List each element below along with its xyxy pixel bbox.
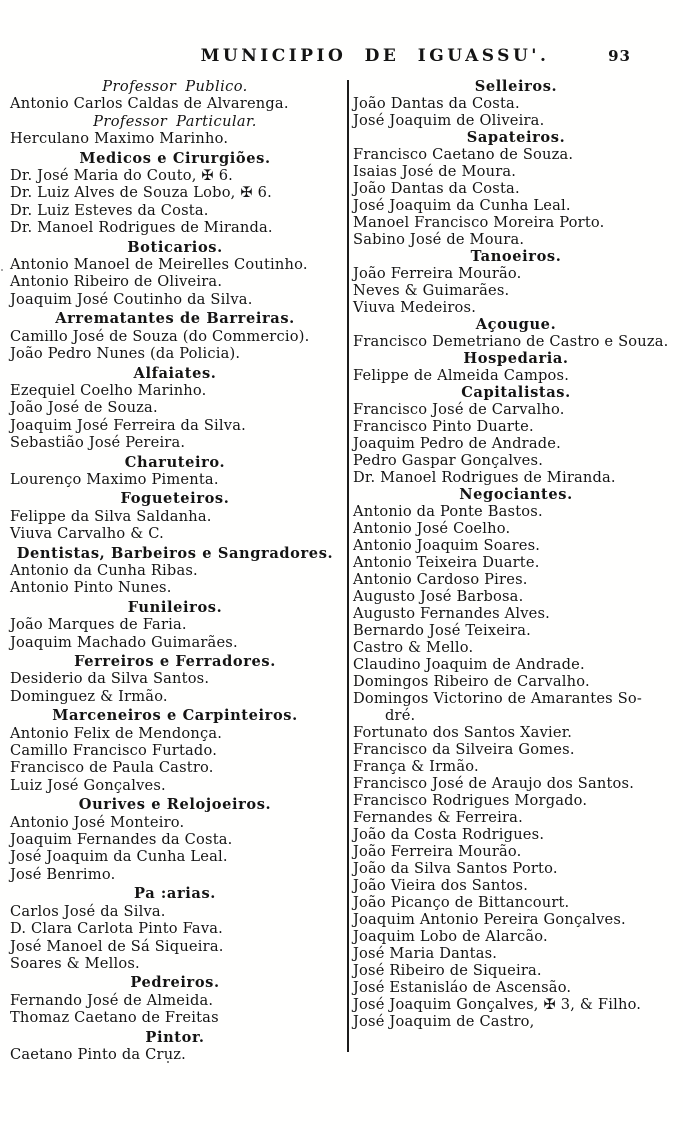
directory-entry: Bernardo José Teixeira. — [353, 622, 531, 639]
section-heading: Sapateiros. — [466, 129, 566, 146]
directory-entry: Pedro Gaspar Gonçalves. — [353, 452, 544, 469]
section-heading: Negociantes. — [459, 486, 573, 503]
directory-entry: Castro & Mello. — [353, 639, 474, 656]
directory-entry: Augusto José Barbosa. — [353, 588, 524, 605]
section-heading: Açougue. — [475, 316, 557, 333]
directory-entry: Fernandes & Ferreira. — [353, 809, 523, 826]
directory-entry: Dr. Luiz Esteves da Costa. — [10, 201, 209, 219]
directory-entry: Neves & Guimarães. — [353, 282, 510, 299]
directory-entry: Antonio da Ponte Bastos. — [353, 503, 543, 520]
directory-entry: D. Clara Carlota Pinto Fava. — [10, 920, 224, 938]
directory-entry: José Benrimo. — [10, 865, 116, 883]
section-heading: Boticarios. — [127, 238, 223, 256]
directory-entry: José Joaquim de Castro, — [353, 1013, 535, 1030]
directory-entry: Joaquim Lobo de Alarcão. — [353, 928, 548, 945]
section-heading: Dentistas, Barbeiros e Sangradores. — [16, 544, 334, 562]
section-heading: Professor Particular. — [93, 112, 257, 130]
section-heading: Medicos e Cirurgiões. — [79, 149, 271, 167]
section-heading: Alfaiates. — [133, 364, 217, 382]
directory-entry: João Picanço de Bittancourt. — [353, 894, 570, 911]
directory-entry: Viuva Medeiros. — [353, 299, 477, 316]
directory-entry: Carlos José da Silva. — [10, 902, 166, 920]
directory-entry: Thomaz Caetano de Freitas — [10, 1009, 219, 1027]
directory-entry: Antonio da Cunha Ribas. — [10, 561, 198, 579]
directory-entry: França & Irmão. — [353, 758, 479, 775]
directory-entry: João Marques de Faria. — [10, 616, 187, 634]
directory-entry: João Vieira dos Santos. — [353, 877, 529, 894]
directory-entry: Francisco José de Carvalho. — [353, 401, 565, 418]
section-heading: Arrematantes de Barreiras. — [55, 310, 295, 328]
directory-entry: Herculano Maximo Marinho. — [10, 130, 229, 148]
directory-entry: João Ferreira Mourão. — [353, 265, 522, 282]
page-number: 93 — [608, 47, 631, 65]
directory-entry: Francisco de Paula Castro. — [10, 759, 214, 777]
directory-entry: Sebastião José Pereira. — [10, 434, 186, 452]
directory-entry: Joaquim Fernandes da Costa. — [10, 831, 233, 849]
directory-entry: Soares & Mellos. — [10, 954, 140, 972]
page-header — [0, 46, 683, 72]
directory-entry: José Maria Dantas. — [353, 945, 498, 962]
directory-entry: Lourenço Maximo Pimenta. — [10, 470, 219, 488]
left-column — [10, 78, 340, 1063]
directory-entry: Francisco Rodrigues Morgado. — [353, 792, 588, 809]
directory-entry: João Dantas da Costa. — [353, 180, 520, 197]
directory-entry: Manoel Francisco Moreira Porto. — [353, 214, 605, 231]
directory-entry: Felippe de Almeida Campos. — [353, 367, 570, 384]
directory-entry: Camillo José de Souza (do Commercio). — [10, 327, 310, 345]
directory-entry: Caetano Pinto da Cruz. — [10, 1045, 187, 1063]
directory-entry: Dr. Luiz Alves de Souza Lobo, ✠ 6. — [10, 184, 272, 202]
section-heading: Ourives e Relojoeiros. — [78, 796, 272, 814]
section-heading: Professor Publico. — [102, 78, 248, 95]
section-heading: Capitalistas. — [461, 384, 571, 401]
directory-entry: Francisco Demetriano de Castro e Souza. — [353, 333, 669, 350]
page-title: MUNICIPIO DE IGUASSU'. — [200, 46, 550, 66]
directory-entry: Antonio Cardoso Pires. — [353, 571, 528, 588]
section-heading: Marceneiros e Carpinteiros. — [52, 707, 298, 725]
directory-entry: Domingos Ribeiro de Carvalho. — [353, 673, 590, 690]
directory-entry: Fortunato dos Santos Xavier. — [353, 724, 573, 741]
directory-entry: João José de Souza. — [10, 399, 158, 417]
section-heading: Pintor. — [145, 1028, 205, 1046]
directory-entry: José Joaquim da Cunha Leal. — [10, 848, 228, 866]
section-heading: Ferreiros e Ferradores. — [74, 653, 276, 670]
directory-entry: Francisco Caetano de Souza. — [353, 146, 574, 163]
directory-entry: Antonio José Coelho. — [353, 520, 511, 537]
section-heading: Charuteiro. — [124, 453, 226, 471]
directory-entry: Francisco Pinto Duarte. — [353, 418, 534, 435]
directory-entry: José Joaquim Gonçalves, ✠ 3, & Filho. — [353, 996, 642, 1013]
right-column — [353, 78, 679, 1030]
directory-entry: Antonio José Monteiro. — [10, 813, 185, 831]
directory-entry: Dr. Manoel Rodrigues de Miranda. — [10, 219, 273, 237]
directory-entry: José Joaquim de Oliveira. — [353, 112, 545, 129]
directory-entry: Viuva Carvalho & C. — [10, 525, 164, 543]
directory-entry: Antonio Ribeiro de Oliveira. — [10, 273, 223, 291]
directory-entry: Antonio Manoel de Meirelles Coutinho. — [10, 256, 308, 274]
directory-entry: João Pedro Nunes (da Policia). — [10, 345, 241, 363]
directory-entry: Dominguez & Irmão. — [10, 687, 168, 705]
directory-entry: Antonio Felix de Mendonça. — [10, 724, 223, 742]
directory-entry: João Ferreira Mourão. — [353, 843, 522, 860]
section-heading: Pedreiros. — [130, 974, 220, 992]
directory-entry: João da Silva Santos Porto. — [353, 860, 558, 877]
directory-entry: Joaquim Pedro de Andrade. — [353, 435, 561, 452]
directory-entry: José Ribeiro de Siqueira. — [353, 962, 542, 979]
directory-entry: Luiz José Gonçalves. — [10, 776, 166, 794]
directory-entry: José Manoel de Sá Siqueira. — [10, 937, 224, 955]
directory-entry: dré. — [385, 707, 416, 724]
column-divider-rule — [347, 80, 349, 1052]
directory-entry: José Estanisláo de Ascensão. — [353, 979, 572, 996]
directory-entry: Felippe da Silva Saldanha. — [10, 507, 212, 525]
directory-entry: Joaquim Machado Guimarães. — [10, 633, 238, 651]
directory-entry: Fernando José de Almeida. — [10, 991, 214, 1009]
directory-entry: Antonio Teixeira Duarte. — [353, 554, 540, 571]
directory-entry: João da Costa Rodrigues. — [353, 826, 545, 843]
section-heading: Fogueteiros. — [120, 490, 230, 508]
directory-entry: Antonio Joaquim Soares. — [353, 537, 541, 554]
directory-entry: Camillo Francisco Furtado. — [10, 742, 218, 760]
section-heading: Funileiros. — [127, 598, 223, 616]
directory-entry: Antonio Carlos Caldas de Alvarenga. — [10, 95, 289, 113]
directory-entry: Isaias José de Moura. — [353, 163, 517, 180]
directory-entry: Francisco da Silveira Gomes. — [353, 741, 575, 758]
directory-entry: Claudino Joaquim de Andrade. — [353, 656, 585, 673]
directory-entry: Ezequiel Coelho Marinho. — [10, 381, 207, 399]
directory-entry: Antonio Pinto Nunes. — [10, 579, 172, 597]
directory-entry: Joaquim José Ferreira da Silva. — [10, 416, 246, 434]
directory-entry: Joaquim Antonio Pereira Gonçalves. — [353, 911, 626, 928]
directory-entry: Sabino José de Moura. — [353, 231, 525, 248]
section-heading: Pa :arias. — [134, 885, 216, 903]
directory-entry: Dr. José Maria do Couto, ✠ 6. — [10, 167, 234, 185]
directory-entry: Joaquim José Coutinho da Silva. — [10, 290, 253, 308]
directory-entry: Augusto Fernandes Alves. — [353, 605, 551, 622]
section-heading: Tanoeiros. — [470, 248, 562, 265]
section-heading: Selleiros. — [474, 78, 558, 95]
directory-entry: Francisco José de Araujo dos Santos. — [353, 775, 635, 792]
directory-entry: José Joaquim da Cunha Leal. — [353, 197, 571, 214]
directory-entry: Desiderio da Silva Santos. — [10, 670, 210, 688]
directory-entry: João Dantas da Costa. — [353, 95, 520, 112]
directory-entry: Dr. Manoel Rodrigues de Miranda. — [353, 469, 616, 486]
section-heading: Hospedaria. — [463, 350, 569, 367]
directory-entry: Domingos Victorino de Amarantes So- — [353, 690, 643, 707]
